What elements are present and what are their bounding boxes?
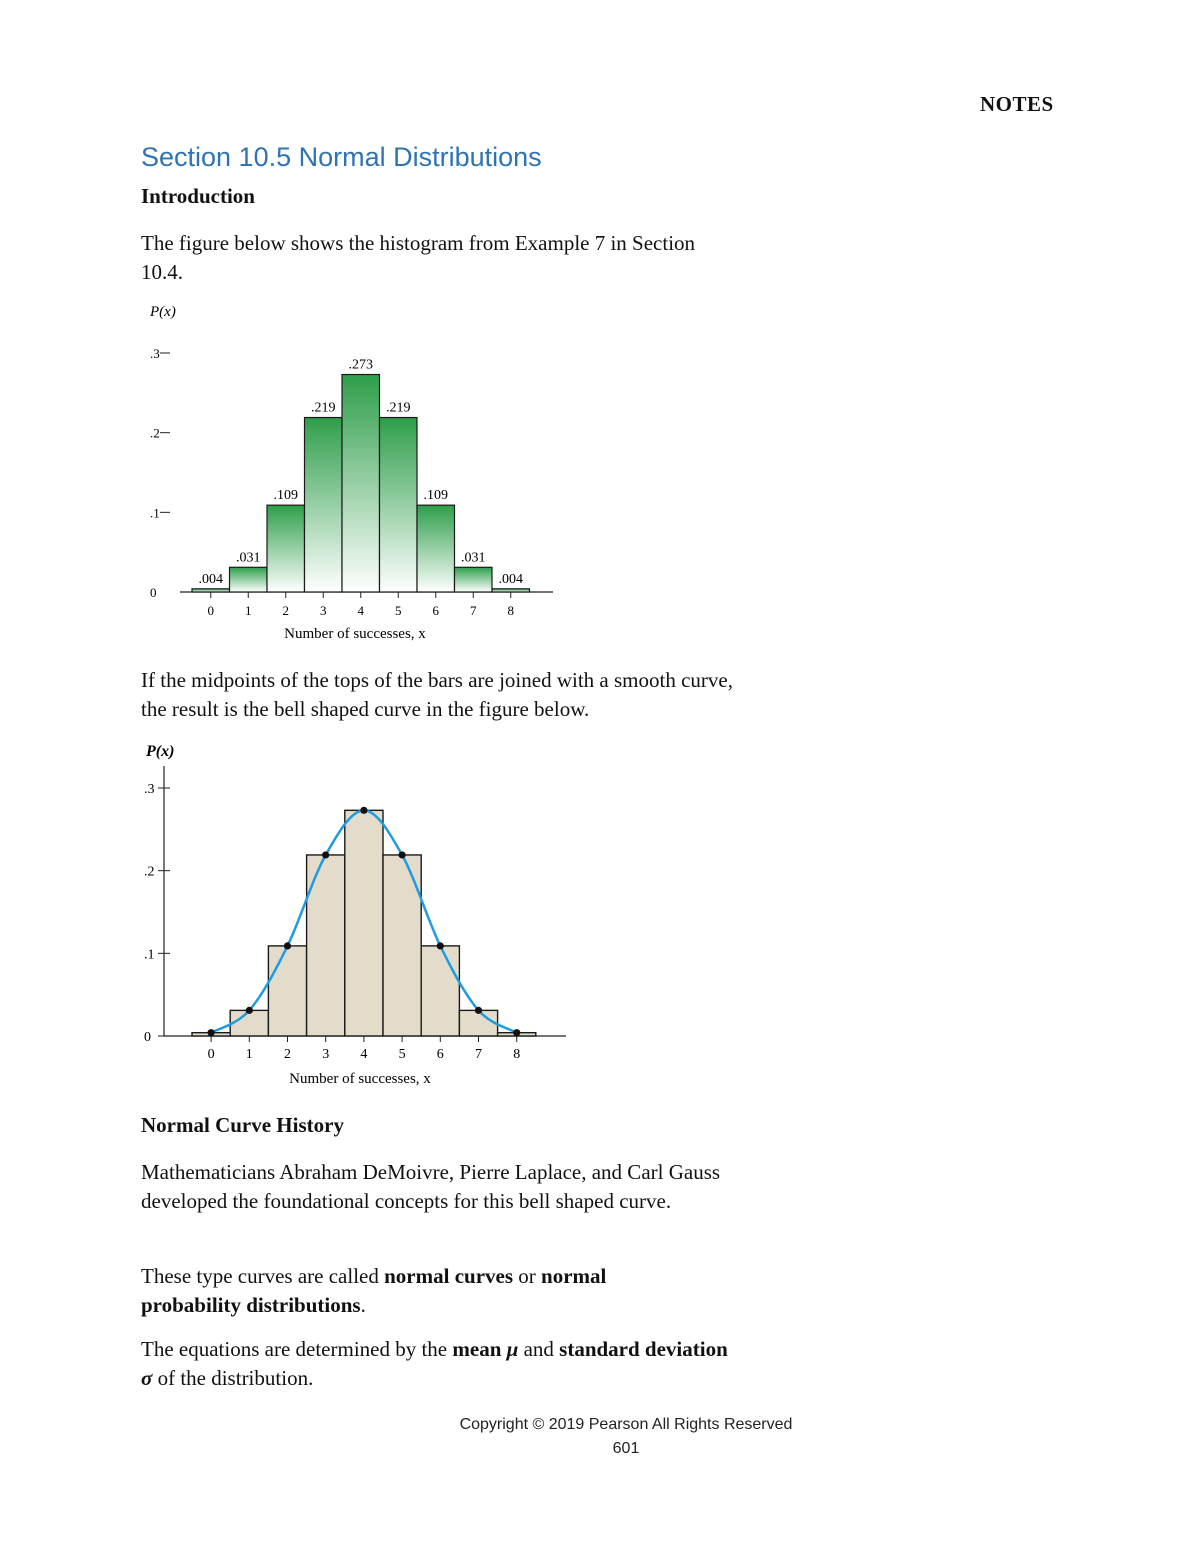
chart1-xtick-label: 3 [320,603,327,618]
chart1-value-label: .004 [198,571,223,587]
chart1-bar [305,418,343,592]
chart2-ylabel: P(x) [146,743,175,760]
chart1-value-label: .031 [236,550,261,566]
chart2-xtick-label: 5 [398,1047,406,1062]
notes-label: NOTES [980,92,1054,116]
chart2-ytick-label: .3 [144,782,155,797]
copyright: Copyright © 2019 Pearson All Rights Reserved [459,1416,793,1433]
equations-paragraph [141,1335,741,1393]
chart2-xtick-label: 2 [284,1047,291,1062]
page-number: 601 [612,1440,640,1457]
chart2-midpoint [284,942,291,949]
chart1-xtick-label: 5 [395,603,402,618]
chart2-xtick-label: 1 [245,1047,253,1062]
chart2-ytick-label: .1 [144,947,155,963]
chart2-midpoint [437,942,444,949]
chart2-midpoint [360,807,367,814]
term-standard-deviation: standard deviation [559,1337,728,1361]
term-normal-curves: normal curves [384,1264,514,1288]
text2-post: . [360,1293,366,1317]
chart1-value-label: .004 [498,571,523,587]
intro-heading: Introduction [141,184,255,208]
term-normal-probability-distributions: normal probability distributions [141,1264,607,1317]
text2-pre: These type curves are called [141,1264,385,1288]
smooth-curve-paragraph: If the midpoints of the tops of the bars are joined with a smooth curve, the result is the bell shaped curve in the figure below. [141,668,733,721]
chart2-midpoint [246,1007,253,1014]
chart1-value-label: .109 [273,488,298,504]
chart2-bar [459,1010,497,1036]
chart2-midpoint [322,851,329,858]
histogram-chart [140,300,570,645]
chart1-bar [455,567,493,592]
chart2-midpoint [513,1029,520,1036]
chart2-ytick-label: .2 [144,864,155,880]
chart1-ytick-label: .1 [150,505,160,521]
chart1-xtick-label: 2 [282,603,289,618]
chart1-bar [342,375,380,592]
chart1-ytick-label: .2 [150,425,160,441]
chart2-xtick-label: 8 [513,1047,521,1062]
chart2-xtick-label: 6 [436,1047,444,1062]
chart2-ytick-label: 0 [144,1030,151,1045]
chart2-midpoint [399,851,406,858]
chart1-bar [230,567,268,592]
chart1-bar [267,505,305,592]
chart1-xtick-label: 7 [470,603,477,618]
chart1-xtick-label: 0 [207,603,214,618]
chart1-xtick-label: 4 [357,603,364,618]
sigma-symbol: σ [141,1366,153,1390]
chart1-value-label: .219 [386,400,411,416]
mu-symbol: μ [506,1337,519,1361]
text2-mid: or [513,1264,542,1288]
intro-paragraph: The figure below shows the histogram from Example 7 in Section 10.4. [141,231,696,284]
chart2-xtick-label: 0 [207,1047,215,1062]
chart2-xtick-label: 7 [475,1047,482,1062]
chart1-value-label: .219 [311,400,336,416]
text3-mid: and [518,1337,560,1361]
chart2-xtick-label: 3 [322,1047,330,1062]
chart2-xlabel: Number of successes, x [289,1071,431,1087]
chart2-bar [230,1010,268,1036]
term-mean: mean [452,1337,507,1361]
chart2-bar [421,946,459,1036]
chart1-ytick-label: 0 [150,585,157,600]
chart1-xtick-label: 1 [245,603,252,618]
history-paragraph: Mathematicians Abraham DeMoivre, Pierre Laplace, and Carl Gauss developed the foundational concepts for this bell shaped curve. [141,1160,721,1213]
chart1-ytick-label: .3 [150,346,160,361]
chart1-bar [417,505,455,592]
chart1-value-label: .109 [423,488,448,504]
chart2-midpoint [475,1007,482,1014]
chart1-value-label: .031 [461,550,486,566]
normal-curves-paragraph [141,1262,701,1320]
chart1-value-label: .273 [348,357,373,373]
chart2-midpoint [208,1029,215,1036]
section-title: Section 10.5 Normal Distributions [141,142,542,172]
chart1-ylabel: P(x) [150,304,176,320]
text3-post: of the distribution. [152,1366,314,1390]
bell-curve-chart [140,738,570,1093]
chart1-xlabel: Number of successes, x [284,626,426,642]
text3-pre: The equations are determined by the [141,1337,453,1361]
chart2-bar [268,946,306,1036]
chart1-xtick-label: 6 [432,603,439,618]
chart2-xtick-label: 4 [360,1047,368,1062]
chart1-bar [380,418,418,592]
chart1-bar [492,589,530,592]
chart2-bar [345,810,383,1036]
chart1-xtick-label: 8 [507,603,514,618]
chart1-bar [192,589,230,592]
history-heading: Normal Curve History [141,1113,344,1137]
